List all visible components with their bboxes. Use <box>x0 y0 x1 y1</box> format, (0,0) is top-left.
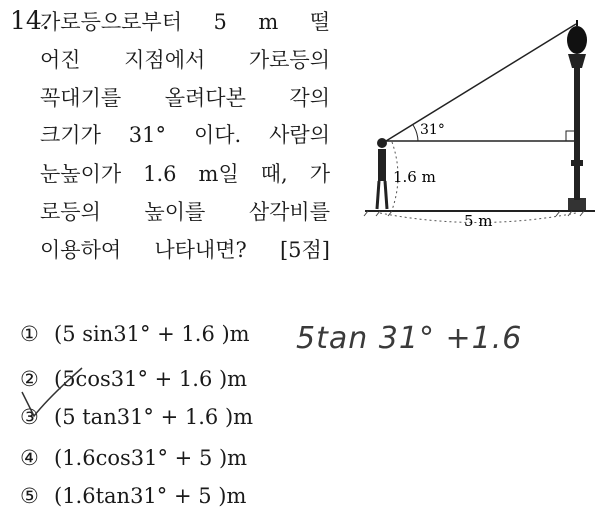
choice-4-number: ④ <box>20 446 39 470</box>
lamppost-pole <box>574 68 580 200</box>
angle-label: 31° <box>420 122 445 138</box>
question-number: 14. <box>10 6 50 35</box>
angle-arc <box>413 125 418 141</box>
question-line-1: 가로등으로부터 5 m 떨 <box>40 10 330 34</box>
choice-3[interactable] <box>20 405 253 429</box>
choice-3-text: (5 tan31° + 1.6 )m <box>54 405 254 429</box>
choice-1-text: (5 sin31° + 1.6 )m <box>54 322 250 346</box>
question-line-3: 꼭대기를 올려다본 각의 <box>40 86 330 110</box>
lamppost-top <box>567 26 587 54</box>
lamppost-collar <box>571 160 583 166</box>
distance-label: 5 m <box>464 212 493 230</box>
question-line-6: 로등의 높이를 삼각비를 <box>40 200 330 224</box>
choice-5-number: ⑤ <box>20 484 39 508</box>
height-label: 1.6 m <box>393 168 436 186</box>
choice-5-text: (1.6tan31° + 5 )m <box>54 484 247 508</box>
question-line-7: 이용하여 나타내면? [5점] <box>40 238 330 262</box>
person-legs <box>377 181 387 209</box>
handwritten-answer: 5tan 31° +1.6 <box>296 321 523 356</box>
question-line-4: 크기가 31° 이다. 사람의 <box>40 123 330 147</box>
sight-line <box>386 24 576 141</box>
choice-1[interactable] <box>20 322 250 346</box>
choice-4-text: (1.6cos31° + 5 )m <box>54 446 248 470</box>
choice-1-number: ① <box>20 322 39 346</box>
person-body <box>378 149 386 181</box>
choice-5[interactable] <box>20 484 246 508</box>
lamppost-lamp <box>568 54 586 68</box>
person-head <box>377 138 387 148</box>
choice-4[interactable] <box>20 446 247 470</box>
question-line-5: 눈높이가 1.6 m일 때, 가 <box>40 162 330 186</box>
choice-2-text: (5cos31° + 1.6 )m <box>54 367 248 391</box>
choice-2-number: ② <box>20 367 39 391</box>
lamppost-figure <box>360 10 600 230</box>
choice-2[interactable] <box>20 367 247 391</box>
question-line-2: 어진 지점에서 가로등의 <box>40 48 330 72</box>
choice-3-number: ③ <box>20 405 39 429</box>
